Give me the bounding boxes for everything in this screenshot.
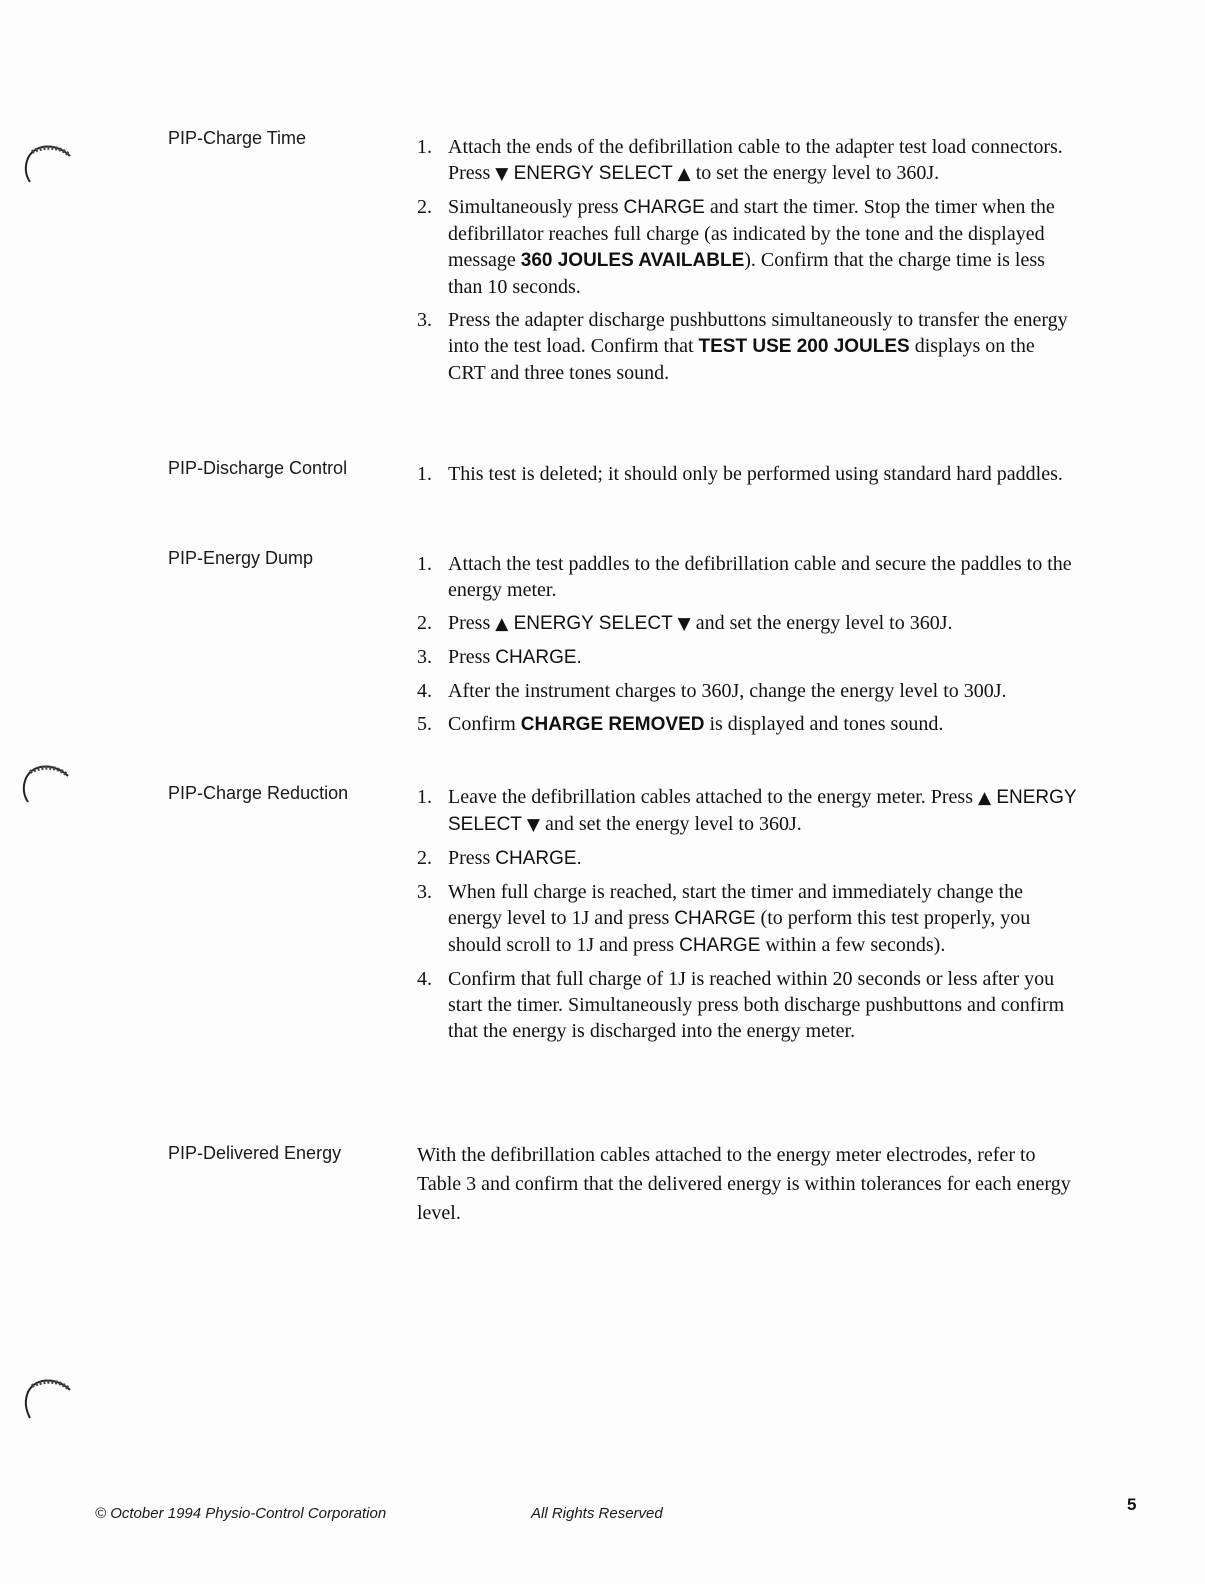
key-text: ENERGY SELECT bbox=[508, 613, 678, 634]
step-text: Attach the test paddles to the defibrillation cable and secure the paddles to the energy meter. bbox=[448, 553, 1072, 601]
step-text: This test is deleted; it should only be performed using standard hard paddles. bbox=[448, 463, 1063, 485]
footer-rights: All Rights Reserved bbox=[531, 1505, 663, 1522]
step-text: Press bbox=[448, 646, 496, 668]
arrow-icon: ▲ bbox=[977, 788, 992, 808]
step-item bbox=[417, 784, 1077, 838]
step-text: When full charge is reached, start the timer and immediately change the energy level to 1J and press bbox=[448, 881, 1023, 929]
key-text: CHARGE bbox=[679, 935, 761, 956]
step-item bbox=[417, 134, 1077, 187]
step-text: and set the energy level to 360J. bbox=[539, 813, 802, 835]
step-number: 2. bbox=[417, 847, 432, 869]
step-number: 1. bbox=[417, 553, 432, 575]
step-text: is displayed and tones sound. bbox=[704, 713, 944, 735]
step-text: (to perform this test properly, you should scroll to 1J and press bbox=[448, 907, 1031, 956]
step-text: Simultaneously press bbox=[448, 196, 624, 218]
step-item bbox=[417, 879, 1077, 959]
step-item bbox=[417, 966, 1077, 1044]
arrow-icon: ▼ bbox=[495, 164, 509, 184]
key-text: CHARGE. bbox=[495, 848, 582, 869]
key-text: ENERGY SELECT bbox=[508, 163, 678, 184]
step-text: After the instrument charges to 360J, change the energy level to 300J. bbox=[448, 680, 1007, 702]
key-text: CHARGE REMOVED bbox=[520, 714, 705, 735]
punch-hole-mark bbox=[18, 138, 74, 198]
key-text: CHARGE. bbox=[495, 647, 582, 668]
step-item bbox=[417, 711, 1077, 738]
step-text: displays on the CRT and three tones sound. bbox=[448, 335, 1035, 384]
step-number: 4. bbox=[417, 680, 432, 702]
step-text: Confirm bbox=[448, 713, 521, 735]
key-text: TEST USE 200 JOULES bbox=[698, 336, 910, 357]
arrow-icon: ▲ bbox=[677, 164, 691, 184]
key-text: ENERGY SELECT bbox=[448, 787, 1077, 835]
step-item bbox=[417, 644, 1077, 671]
section-label-delivered-energy: PIP-Delivered Energy bbox=[168, 1143, 342, 1163]
step-number: 4. bbox=[417, 968, 432, 990]
step-text: Leave the defibrillation cables attached to the energy meter. Press bbox=[448, 786, 978, 808]
step-text: ). Confirm that the charge time is less than 10 seconds. bbox=[448, 249, 1045, 298]
arrow-icon: ▼ bbox=[526, 815, 540, 835]
step-number: 3. bbox=[417, 309, 432, 331]
punch-hole-mark bbox=[18, 1372, 74, 1432]
charge-reduction-steps bbox=[417, 784, 1077, 1051]
key-text: CHARGE bbox=[674, 908, 756, 929]
step-text: and set the energy level to 360J. bbox=[690, 612, 953, 634]
step-number: 5. bbox=[417, 713, 432, 735]
section-label-charge-time: PIP-Charge Time bbox=[168, 128, 307, 148]
step-text: Confirm that full charge of 1J is reached within 20 seconds or less after you start the timer. Simultaneously press both discharge pushbuttons and confirm that the energy is discharged into the energy meter. bbox=[448, 968, 1065, 1042]
step-number: 3. bbox=[417, 881, 432, 903]
step-text: to set the energy level to 360J. bbox=[690, 162, 940, 184]
step-number: 1. bbox=[417, 786, 432, 808]
energy-dump-steps bbox=[417, 551, 1077, 745]
step-text: and start the timer. Stop the timer when the defibrillator reaches full charge (as indicated by the tone and the displayed message bbox=[448, 196, 1055, 271]
step-number: 2. bbox=[417, 612, 432, 634]
step-item bbox=[417, 845, 1077, 872]
step-text: Press bbox=[448, 612, 496, 634]
step-number: 3. bbox=[417, 646, 432, 668]
key-text: CHARGE bbox=[623, 197, 705, 218]
section-label-charge-reduction: PIP-Charge Reduction bbox=[168, 783, 349, 803]
key-text: 360 JOULES AVAILABLE bbox=[520, 250, 745, 271]
step-text: within a few seconds). bbox=[760, 934, 946, 956]
step-text: Press bbox=[448, 847, 496, 869]
step-number: 1. bbox=[417, 136, 432, 158]
discharge-control-steps bbox=[417, 461, 1077, 494]
punch-hole-mark bbox=[18, 758, 74, 818]
step-text: Press the adapter discharge pushbuttons simultaneously to transfer the energy into the test load. Confirm that bbox=[448, 309, 1068, 357]
step-item bbox=[417, 194, 1077, 300]
footer-copyright: © October 1994 Physio-Control Corporation bbox=[95, 1505, 387, 1522]
step-item bbox=[417, 307, 1077, 386]
step-number: 2. bbox=[417, 196, 432, 218]
delivered-energy-paragraph: With the defibrillation cables attached to the energy meter electrodes, refer to Table 3 and confirm that the delivered energy is within tolerances for each energy level. bbox=[417, 1144, 1071, 1224]
section-label-energy-dump: PIP-Energy Dump bbox=[168, 548, 314, 568]
arrow-icon: ▲ bbox=[495, 614, 509, 634]
step-number: 1. bbox=[417, 463, 432, 485]
page-number: 5 bbox=[1127, 1495, 1137, 1514]
charge-time-steps bbox=[417, 134, 1077, 393]
step-item bbox=[417, 551, 1077, 603]
step-item bbox=[417, 678, 1077, 704]
step-item bbox=[417, 610, 1077, 637]
arrow-icon: ▼ bbox=[677, 614, 691, 634]
step-item bbox=[417, 461, 1077, 487]
step-text: Attach the ends of the defibrillation cable to the adapter test load connectors. Press bbox=[448, 136, 1063, 184]
section-label-discharge-control: PIP-Discharge Control bbox=[168, 458, 348, 478]
